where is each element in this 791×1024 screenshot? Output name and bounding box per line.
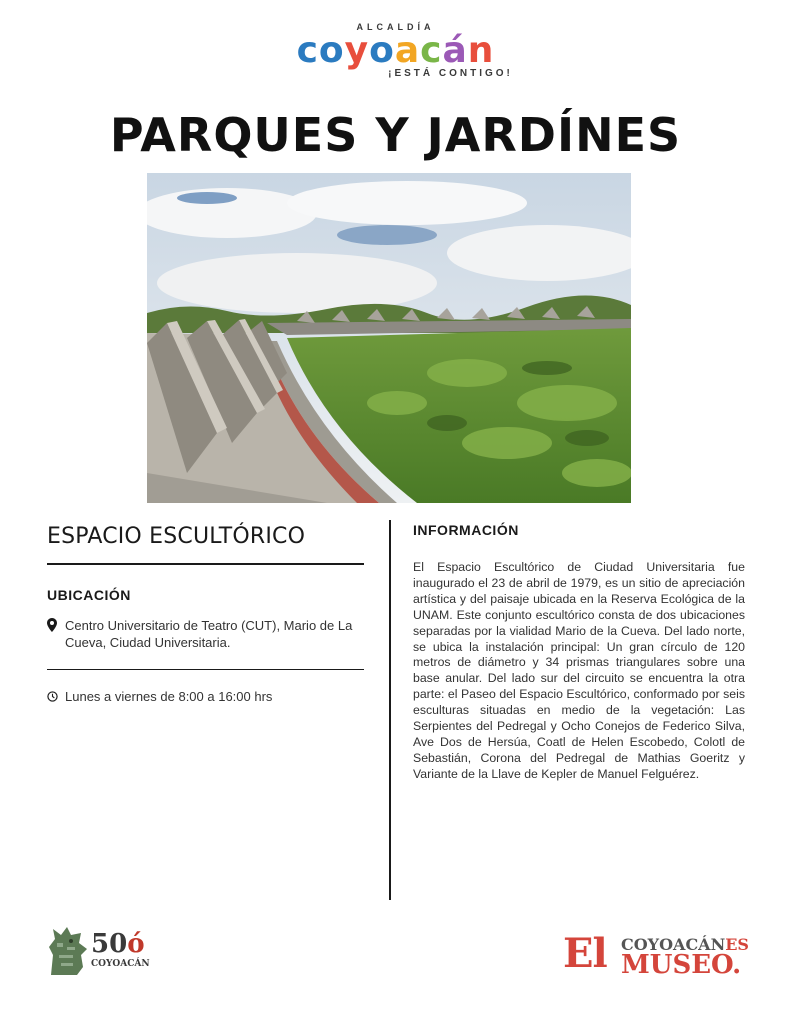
- address-row: [47, 617, 364, 651]
- coyote-icon: [47, 925, 89, 977]
- hours-text: Lunes a viernes de 8:00 a 16:00 hrs: [65, 689, 273, 704]
- logo-500-text: COYOACÁN: [91, 959, 150, 969]
- place-details: [47, 520, 364, 706]
- logo-alcaldia-text: ALCALDÍA: [356, 22, 435, 32]
- column-divider: [389, 520, 391, 900]
- coyoacan-es-museo-logo: [563, 932, 753, 982]
- logo-tagline: ¡ESTÁ CONTIGO!: [388, 68, 513, 79]
- logo-letter: c: [420, 30, 443, 71]
- logo-letter: c: [296, 30, 319, 71]
- information-section: [413, 522, 745, 783]
- page-title: PARQUES Y JARDÍNES: [109, 108, 682, 162]
- logo-letter: a: [394, 30, 421, 71]
- museo-logo-coyoacan: COYOACÁNES: [621, 935, 749, 954]
- place-name: ESPACIO ESCULTÓRICO: [47, 524, 306, 549]
- logo-letter: o: [369, 30, 395, 71]
- logo-letter: á: [442, 30, 468, 71]
- clock-icon: [47, 689, 65, 706]
- logo-letter: n: [467, 30, 495, 71]
- location-pin-icon: [47, 618, 65, 636]
- location-heading: UBICACIÓN: [47, 586, 131, 603]
- information-body: El Espacio Escultórico de Ciudad Universitaria fue inaugurado el 23 de abril de 1979, es un sitio de apreciación artística y del paisaje ubicada en la Reserva Ecológica de la UNAM. Este conjunto escultórico consta de dos ubicaciones separadas por la vialidad Mario de la Cueva. Del lado norte, se ubica la instalación principal: Un gran círculo de 120 metros de diámetro y 34 prismas triangulares sobre una base anular. Del lado sur del circuito se encuentra la otra parte: el Paseo del Espacio Escultórico, conformado por seis esculturas situadas en medio de la vegetación: Las Serpientes del Pedregal y Ocho Conejos de Federico Silva, Ave Dos de Hersúa, Coatl de Helen Escobedo, Colotl de Sebastián, Corona del Pedregal de Mathias Goeritz y Variante de la Llave de Kepler de Manuel Felguérez.: [413, 560, 745, 781]
- coyoacan-500-logo: [47, 925, 157, 980]
- logo-letter: o: [318, 30, 345, 71]
- coyoacan-logo: [0, 22, 791, 79]
- divider-line: [47, 669, 364, 671]
- hours-row: [47, 688, 364, 706]
- logo-letter: y: [344, 30, 370, 71]
- museo-logo-museo: MUSEO.: [621, 950, 742, 980]
- logo-500-number: 50ó: [91, 929, 145, 959]
- logo-wordmark: [0, 32, 791, 70]
- address-text: Centro Universitario de Teatro (CUT), Mario de La Cueva, Ciudad Universitaria.: [65, 617, 353, 650]
- sculpture-space-photo: [147, 173, 631, 503]
- information-heading: INFORMACIÓN: [413, 522, 519, 538]
- divider-line: [47, 563, 364, 565]
- museo-logo-el: El: [563, 930, 607, 977]
